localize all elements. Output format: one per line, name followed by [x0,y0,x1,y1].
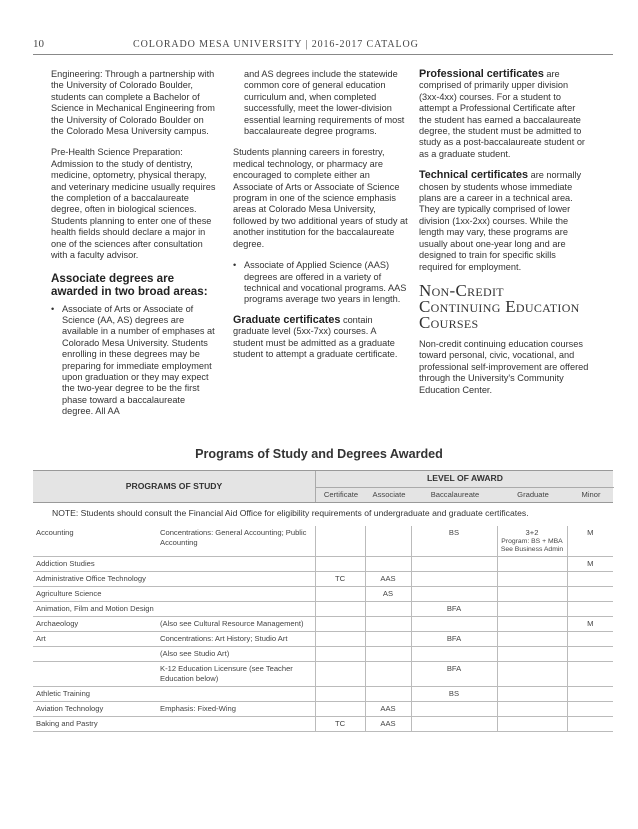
graduate-cell [497,587,567,602]
program-detail [157,717,315,732]
associate-cell [365,617,411,632]
baccalaureate-cell [411,572,497,587]
graduate-cell [497,617,567,632]
graduate-cell [497,662,567,687]
associate-cell [365,702,411,717]
technical-certificates-term: Technical certificates [419,169,529,182]
program-name-text: Agriculture Science [36,589,102,598]
header-rule [33,54,613,55]
program-detail [157,687,315,702]
level-graduate: Graduate [517,490,549,499]
table-row [33,702,613,717]
program-detail [157,587,315,602]
column-3 [419,69,589,406]
program-name-text: Accounting [36,528,74,537]
certificate-cell [315,687,365,702]
program-detail [157,572,315,587]
associate-cell [365,557,411,572]
minor-cell [567,572,613,587]
certificate-cell [315,717,365,732]
baccalaureate-cell [411,526,497,557]
level-certificate: Certificate [323,490,359,499]
minor-cell [567,687,613,702]
certificate-cell [315,602,365,617]
associate-cell-text: AS [382,589,394,598]
level-of-award-header: LEVEL OF AWARD [427,473,503,483]
program-detail-text: Emphasis: Fixed-Wing [160,704,236,713]
program-name-text: Archaeology [36,619,79,628]
minor-cell [567,702,613,717]
baccalaureate-cell-text: BFA [446,664,462,673]
certificate-cell [315,572,365,587]
table-row [33,717,613,732]
non-credit-paragraph: Non-credit continuing education courses toward personal, civic, vocational, and professional self-improvement are offered through the University's Community Education Center. [419,338,589,395]
table-row [33,587,613,602]
certificate-cell [315,632,365,647]
program-name-text: Addiction Studies [36,559,95,568]
graduate-cell [497,702,567,717]
baccalaureate-cell [411,717,497,732]
professional-certificates-text: are comprised of primarily upper division (3xx-4xx) courses. For a student to attempt a Professional Certificate after the student has earned a baccalaureate degree, the student must be admitted to study as a post-baccalaureate student or as a graduate student. [419,69,585,159]
certificate-cell [315,557,365,572]
graduate-cell [497,632,567,647]
program-detail-text: (Also see Studio Art) [160,649,230,658]
program-name [33,617,157,632]
program-name [33,662,157,687]
program-name-text: Athletic Training [36,689,91,698]
graduate-certificates-paragraph [233,315,408,361]
table-row [33,572,613,587]
associate-degrees-heading: Associate degrees are awarded in two broad areas: [51,271,208,298]
minor-cell [567,557,613,572]
minor-cell-text: M [587,559,594,568]
associate-cell [365,632,411,647]
baccalaureate-cell [411,557,497,572]
column-2 [233,69,408,370]
programs-table [33,526,613,732]
table-row [33,617,613,632]
bullet-aas [233,260,408,306]
certificate-cell [315,587,365,602]
bullet-aa-as [51,304,216,418]
associate-cell [365,717,411,732]
bullet-icon: • [233,260,237,271]
certificate-cell [315,526,365,557]
program-name-text: Art [36,634,46,643]
baccalaureate-cell [411,602,497,617]
minor-cell [567,602,613,617]
program-name [33,632,157,647]
certificate-cell-text: TC [334,719,346,728]
technical-certificates-paragraph [419,170,589,273]
program-name-text: Aviation Technology [36,704,104,713]
program-name-text: Administrative Office Technology [36,574,146,583]
program-name [33,587,157,602]
page-header [33,38,613,56]
baccalaureate-cell-text: BFA [446,604,462,613]
graduate-certificates-term: Graduate certificates [233,313,341,326]
program-name [33,647,157,662]
associate-cell-text: AAS [380,574,396,583]
running-title: COLORADO MESA UNIVERSITY | 2016-2017 CATALOG [133,39,419,50]
baccalaureate-cell [411,687,497,702]
program-detail [157,647,315,662]
program-name [33,717,157,732]
table-row [33,526,613,557]
program-detail-text: Concentrations: General Accounting; Public Accounting [160,528,307,547]
graduate-cell [497,557,567,572]
associate-cell [365,572,411,587]
graduate-cell [497,572,567,587]
graduate-cell [497,647,567,662]
minor-cell [567,717,613,732]
level-of-award-header-group [315,471,614,502]
certificate-cell [315,647,365,662]
professional-certificates-paragraph [419,69,589,160]
certificate-cell [315,617,365,632]
program-name-text: Animation, Film and Motion Design [36,604,154,613]
associate-cell [365,687,411,702]
column-1 [51,69,216,427]
technical-certificates-text: are normally chosen by students whose immediate plans are a career in a technical area. They are typically comprised of lower division (1xx-2xx) courses. While the length may vary, these programs are usually about one-year long and are designed to train for specific skills required for employment. [419,170,582,272]
program-detail [157,662,315,687]
pre-health-paragraph: Pre-Health Science Preparation: Admission to the study of dentistry, medicine, optometry, physical therapy, and veterinary medicine usually requires the completion of a baccalaureate degree, often in biological sciences. Students planning to enter one of these health fields should declare a major in one of the sciences after consultation with a faculty advisor. [51,147,216,261]
graduate-certificates-text: contain graduate level (5xx-7xx) courses. A student must be admitted as a graduate student to attempt a graduate certificate. [233,314,398,359]
program-name [33,572,157,587]
baccalaureate-cell [411,647,497,662]
baccalaureate-cell-text: BFA [446,634,462,643]
baccalaureate-cell [411,632,497,647]
graduate-cell [497,602,567,617]
minor-cell [567,662,613,687]
table-row [33,632,613,647]
minor-cell-text: M [587,619,594,628]
associate-cell [365,662,411,687]
financial-aid-note: NOTE: Students should consult the Financial Aid Office for eligibility requirements of undergraduate and graduate certificates. [52,508,529,518]
level-minor: Minor [581,490,601,499]
graduate-cell [497,717,567,732]
program-detail [157,632,315,647]
minor-cell [567,526,613,557]
baccalaureate-cell [411,587,497,602]
certificate-cell-text: TC [334,574,346,583]
programs-of-study-header: PROGRAMS OF STUDY [125,481,223,491]
program-name [33,602,157,617]
program-name [33,702,157,717]
baccalaureate-cell [411,702,497,717]
associate-cell-text: AAS [380,704,396,713]
baccalaureate-cell-text: BS [448,528,460,537]
bullet-aas-text: Associate of Applied Science (AAS) degrees are offered in a variety of technical and vocational programs. AAS programs average two years in length. [244,260,407,305]
forestry-paragraph: Students planning careers in forestry, medical technology, or pharmacy are encouraged to complete either an Associate of Arts or Associate of Science program in one of the science emphasis areas at Colorado Mesa University, followed by two additional years of study at another institution for the baccalaureate degree. [233,147,408,249]
bullet-icon: • [51,303,55,314]
baccalaureate-cell [411,662,497,687]
certificate-cell [315,662,365,687]
table-row [33,662,613,687]
professional-certificates-term: Professional certificates [419,68,544,80]
table-row [33,557,613,572]
programs-table-title: Programs of Study and Degrees Awarded [195,447,443,461]
graduate-cell [497,687,567,702]
graduate-cell [497,526,567,557]
minor-cell [567,632,613,647]
certificate-cell [315,702,365,717]
minor-cell [567,617,613,632]
program-detail-text: (Also see Cultural Resource Management) [160,619,304,628]
table-row [33,687,613,702]
program-detail-text: K-12 Education Licensure (see Teacher Education below) [160,664,293,683]
baccalaureate-cell [411,617,497,632]
graduate-cell-note: Program: BS + MBA See Business Admin [500,538,564,553]
program-name-text: Baking and Pastry [36,719,98,728]
baccalaureate-cell-text: BS [448,689,460,698]
associate-cell-text: AAS [380,719,396,728]
level-baccalaureate: Baccalaureate [430,490,480,499]
programs-table-header [33,470,613,503]
associate-cell [365,526,411,557]
minor-cell [567,587,613,602]
graduate-cell-text: 3+2 [525,528,539,537]
associate-cell [365,647,411,662]
program-name [33,557,157,572]
table-row [33,602,613,617]
associate-cell [365,602,411,617]
program-detail [157,557,315,572]
level-associate: Associate [372,490,406,499]
associate-cell [365,587,411,602]
program-name [33,526,157,557]
program-name [33,687,157,702]
program-detail [157,702,315,717]
minor-cell-text: M [587,528,594,537]
program-detail [157,617,315,632]
level-subheaders [316,487,614,503]
minor-cell [567,647,613,662]
page-number: 10 [33,38,44,50]
engineering-paragraph: Engineering: Through a partnership with the University of Colorado Boulder, students can complete a Bachelor of Science in Mechanical Engineering from the University of Colorado Boulder on the Colorado Mesa University campus. [51,69,215,137]
program-detail [157,526,315,557]
program-detail [157,602,315,617]
non-credit-heading: Non-Credit Continuing Education Courses [419,280,580,332]
bullet-aa-as-text: Associate of Arts or Associate of Science (AA, AS) degrees are available in a number of emphases at Colorado Mesa University. Students enrolling in these degrees may be preparing for immediate employment upon graduation or they may expect the two-year degree to be the first phase toward a baccalaureate degree. All AA [62,303,215,417]
aa-as-continued: and AS degrees include the statewide common core of general education curriculum and, when completed successfully, meet the lower-division essential learning requirements of most baccalaureate degree programs. [244,69,405,137]
table-row [33,647,613,662]
program-detail-text: Concentrations: Art History; Studio Art [160,634,288,643]
